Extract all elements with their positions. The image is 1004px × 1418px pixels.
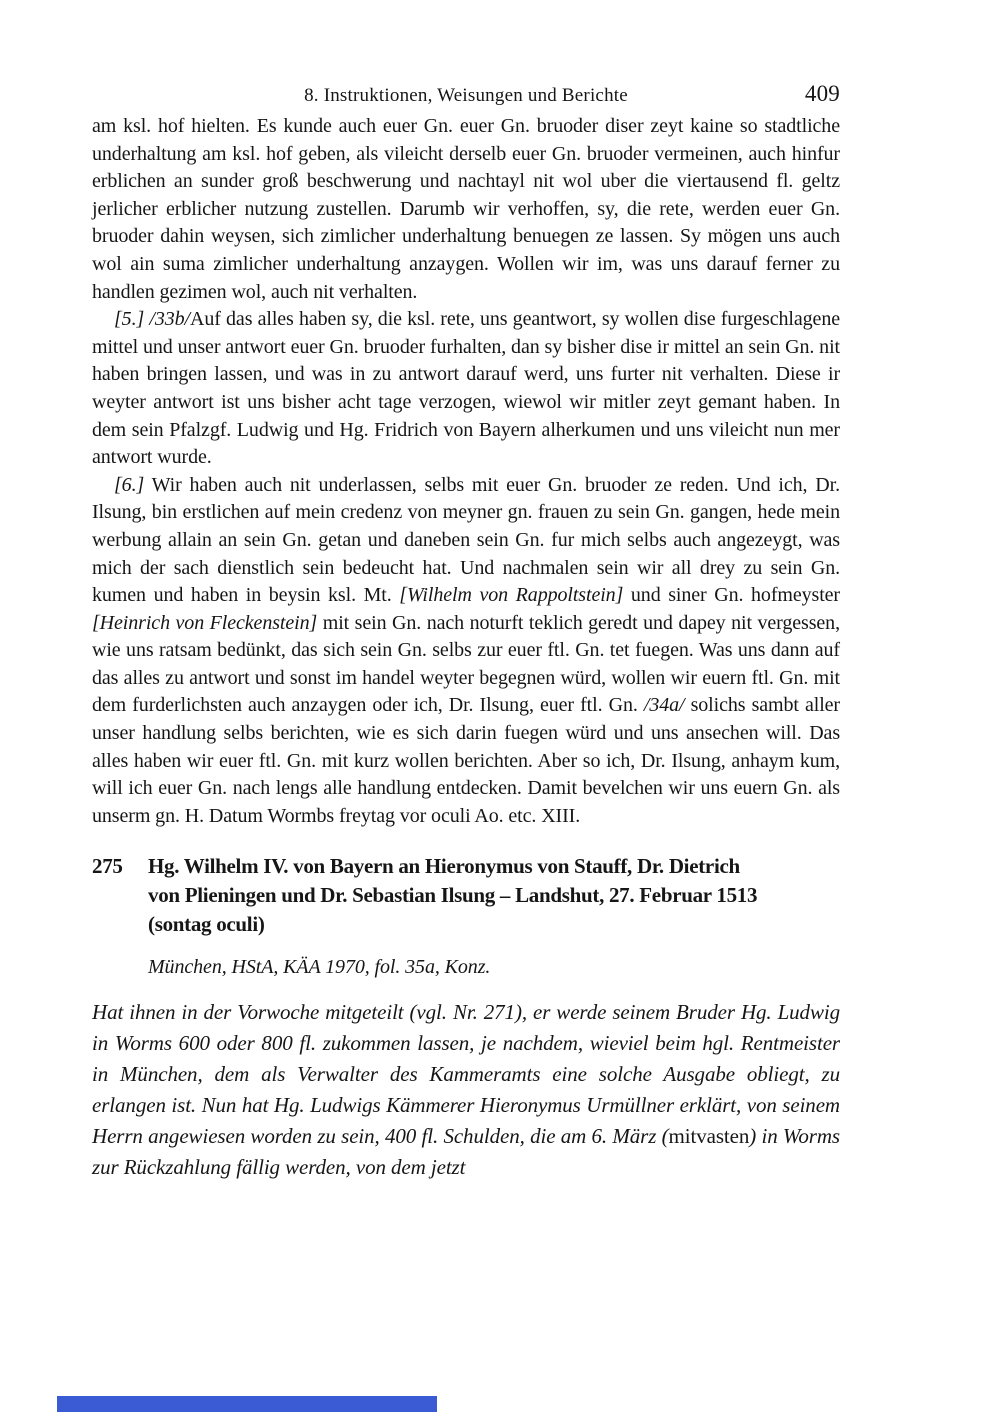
main-text — [92, 113, 840, 1183]
selection-highlight-bar — [57, 1396, 437, 1412]
entry-275 — [92, 852, 840, 1183]
entry-number: 275 — [92, 854, 123, 879]
page-header — [92, 81, 840, 107]
entry-summary: Hat ihnen in der Vorwoche mitgeteilt (vgl. Nr. 271), er werde seinem Bruder Hg. Ludwig in Worms 600 oder 800 fl. zukommen lassen, je nachdem, wieviel beim hgl. Rentmeister in München, dem als Verwalter des Kammeramts eine solche Ausgabe obliegt, zu erlangen ist. Nun hat Hg. Ludwigs Kämmerer Hieronymus Urmüllner erklärt, von seinem Herrn angewiesen worden zu sein, 400 fl. Schulden, die am 6. März (mitvasten) in Worms zur Rückzahlung fällig werden, von dem jetzt — [92, 1000, 840, 1180]
page-number: 409 — [804, 81, 840, 106]
source-reference: München, HStA, KÄA 1970, fol. 35a, Konz. — [148, 956, 491, 979]
paragraph-5: [5.] /33b/Auf das alles haben sy, die ksl. rete, uns geantwort, sy wollen dise furgeschlagene mittel und unser antwort euer Gn. bruoder furhalten, dan sy bisher dise ir mittel an sein Gn. nit haben bringen lassen, und was in zu antwort darauf werd, uns furter nit verhalten. Diese ir weyter antwort ist uns bisher acht tage verzogen, wiewol wir mitler zeyt gemant haben. In dem sein Pfalzgf. Ludwig und Hg. Fridrich von Bayern alherkumen und uns vileicht nun mer antwort wurde. — [92, 308, 841, 469]
section-title: 8. Instruktionen, Weisungen und Berichte — [304, 85, 628, 106]
paragraph-6: [6.] Wir haben auch nit underlassen, selbs mit euer Gn. bruoder ze reden. Und ich, Dr. Ilsung, bin erstlichen auf mein credenz von meyner gn. frauen zu sein Gn. gangen, hede mein werbung allain an sein Gn. getan und daneben sein Gn. fur mich selbs auch angezeygt, was mich der sach dienstlich sein bedeucht hat. Und nachmalen sein wir all drey zu sein Gn. kumen und haben in beysin ksl. Mt. [Wilhelm von Rappoltstein] und siner Gn. hofmeyster [Heinrich von Fleckenstein] mit sein Gn. nach noturft teklich geredt und dapey nit vergessen, wie uns ratsam bedünkt, das sich sein Gn. selbs zur euer ftl. Gn. tet fuegen. Was uns dann auf das alles zu antwort und sonst im handel weyter begegnen würd, wollen wir euern ftl. Gn. mit dem furderlichsten auch anzaygen oder ich, Dr. Ilsung, euer ftl. Gn. /34a/ solichs sambt aller unser handlung selbs berichten, wie es sich darin fuegen würd und uns ansechen will. Das alles haben wir euer ftl. Gn. mit kurz wollen berichten. Aber so ich, Dr. Ilsung, anhaym kum, will ich euer Gn. nach lengs alle handlung entdecken. Damit bevelchen wir uns euern Gn. als unserm gn. H. Datum Wormbs freytag vor oculi Ao. etc. XIII. — [92, 473, 840, 827]
paragraph-continuation: am ksl. hof hielten. Es kunde auch euer Gn. euer Gn. bruoder diser zeyt kaine so stadtliche underhaltung am ksl. hof geben, als vileicht derselb euer Gn. bruoder vermeinen, auch hinfur erblichen an sunder groß beschwerung und nachtayl nit wol uber die viertausend fl. geltz jerlicher erblicher nutzung zustellen. Darumb wir verhoffen, sy, die rete, werden euer Gn. bruoder dahin weysen, sich zimlicher underhaltung benuegen ze lassen. Sy mögen uns auch wol ain suma zimlicher underhaltung anzaygen. Wollen wir im, was uns darauf ferner zu handlen gezimen wol, auch nit verhalten. — [92, 115, 840, 303]
entry-title: Hg. Wilhelm IV. von Bayern an Hieronymus von Stauff, Dr. Dietrich von Plieningen und Dr. Sebastian Ilsung – Landshut, 27. Februar 1513 (sontag oculi) — [148, 854, 758, 937]
entry-heading — [92, 852, 840, 939]
